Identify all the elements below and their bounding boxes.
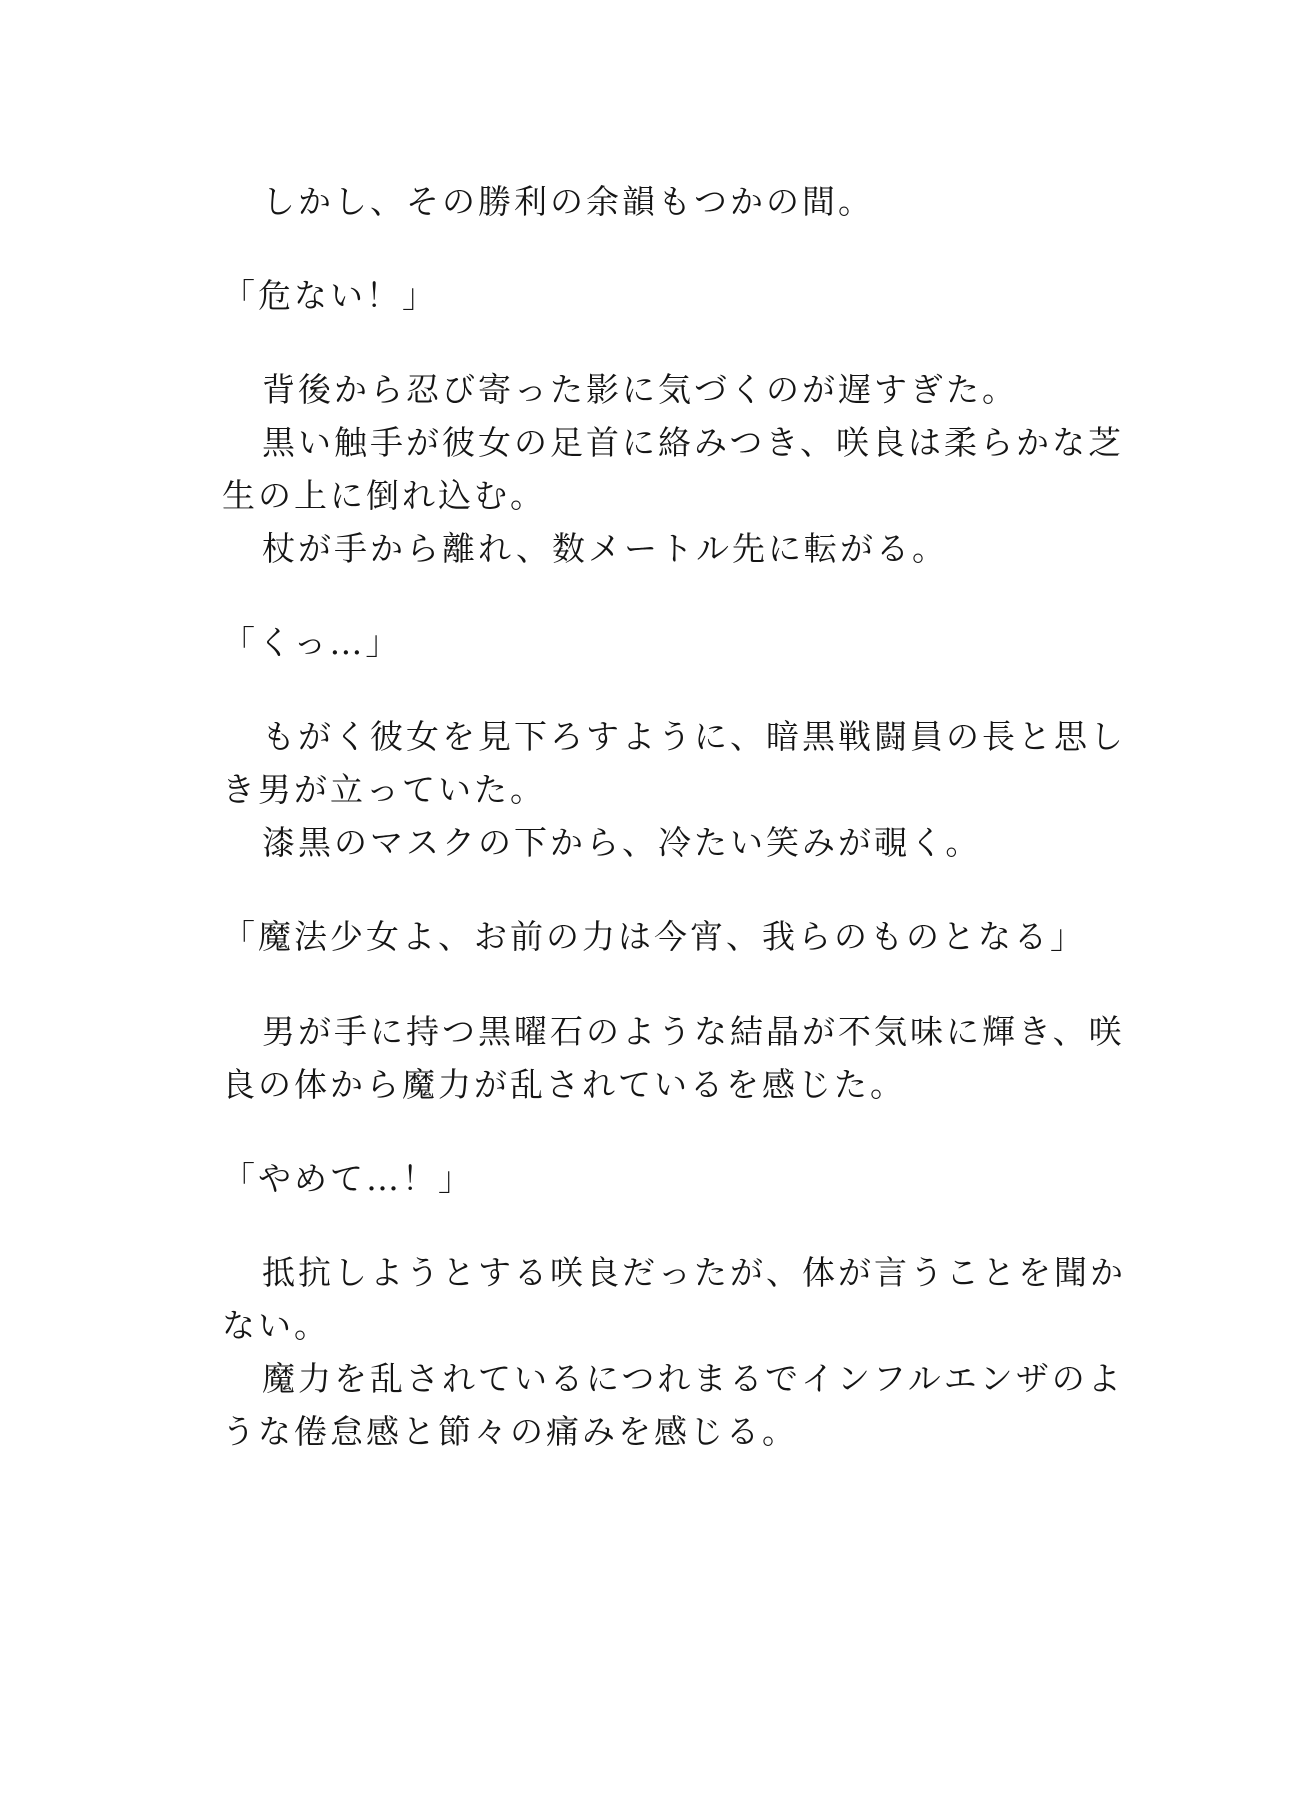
text-line-2: 背後から忍び寄った影に気づくのが遅すぎた。: [262, 370, 1018, 409]
text-line-9: 男が手に持つ黒曜石のような結晶が不気味に輝き、咲: [262, 1012, 1125, 1051]
text-line-11: 抵抗しようとする咲良だったが、体が言うことを聞か: [262, 1253, 1126, 1292]
dialogue-line-4: 「やめて…！」: [222, 1159, 474, 1198]
text-line-12: ない。: [222, 1306, 330, 1345]
dialogue-line-1: 「危ない！」: [222, 276, 438, 315]
text-line-5: 杖が手から離れ、数メートル先に転がる。: [262, 529, 948, 568]
text-line-7: き男が立っていた。: [222, 770, 546, 809]
text-line-8: 漆黒のマスクの下から、冷たい笑みが覗く。: [262, 823, 982, 862]
text-line-1: しかし、その勝利の余韻もつかの間。: [262, 182, 874, 221]
text-line-4: 生の上に倒れ込む。: [222, 476, 546, 515]
text-line-14: うな倦怠感と節々の痛みを感じる。: [222, 1412, 798, 1451]
text-line-13: 魔力を乱されているにつれまるでインフルエンザのよ: [262, 1359, 1124, 1398]
dialogue-line-2: 「くっ…」: [222, 623, 402, 662]
text-line-10: 良の体から魔力が乱されているを感じた。: [222, 1065, 906, 1104]
text-line-6: もがく彼女を見下ろすように、暗黒戦闘員の長と思し: [262, 717, 1126, 756]
dialogue-line-3: 「魔法少女よ、お前の力は今宵、我らのものとなる」: [222, 917, 1086, 956]
text-line-3: 黒い触手が彼女の足首に絡みつき、咲良は柔らかな芝: [262, 423, 1125, 462]
